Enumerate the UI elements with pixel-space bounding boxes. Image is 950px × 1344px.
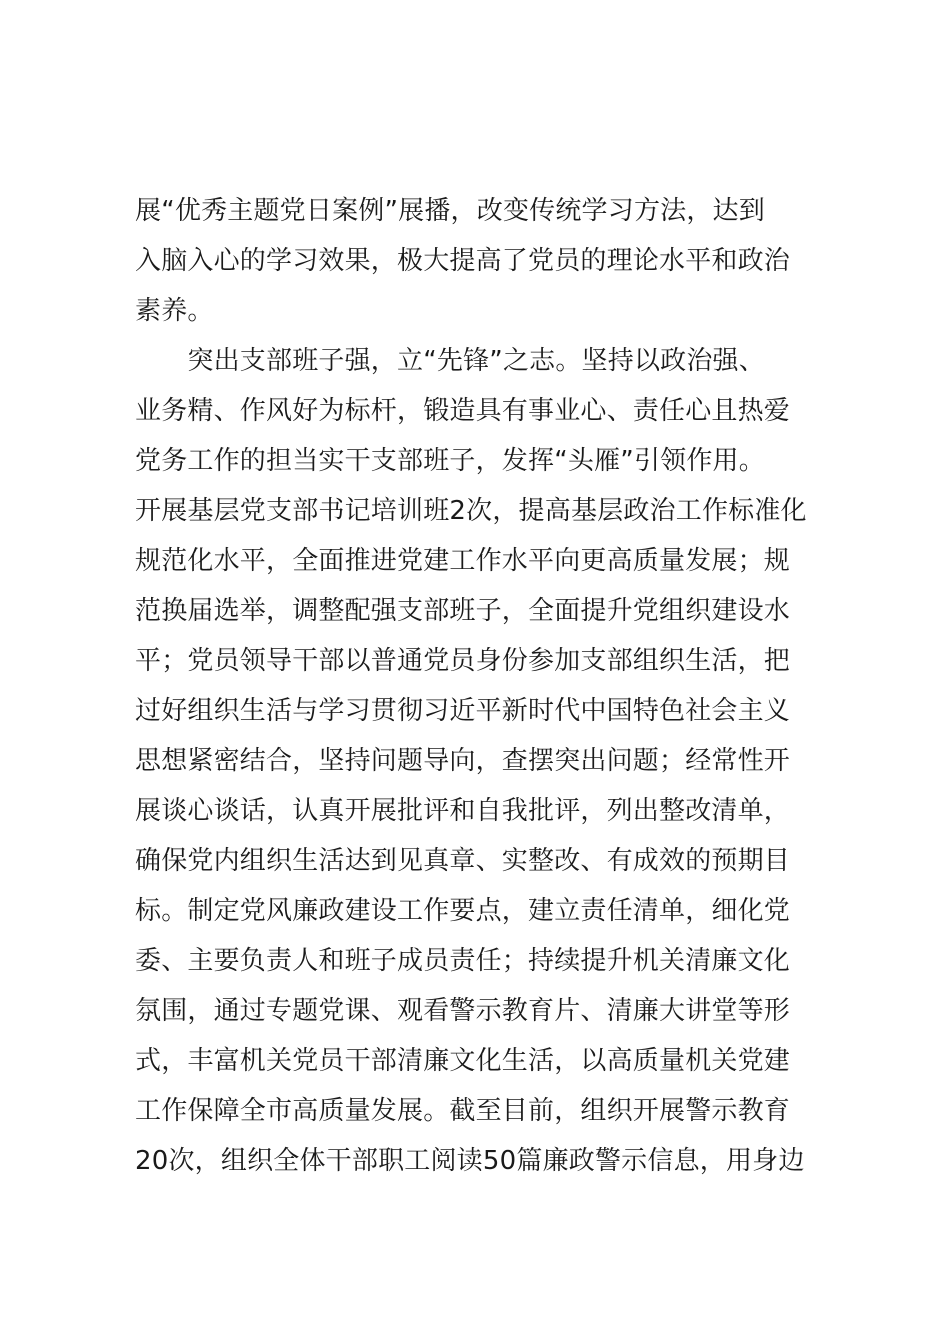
text-line: 思想紧密结合，坚持问题导向，查摆突出问题；经常性开 [135, 746, 791, 776]
text-line: 业务精、作风好为标杆，锻造具有事业心、责任心且热爱 [135, 396, 791, 426]
text-line: 确保党内组织生活达到见真章、实整改、有成效的预期目 [135, 846, 791, 876]
text-line: 过好组织生活与学习贯彻习近平新时代中国特色社会主义 [135, 696, 791, 726]
text-line: 素养。 [135, 296, 214, 326]
text-line: 规范化水平，全面推进党建工作水平向更高质量发展；规 [135, 546, 791, 576]
paragraph-1 [135, 186, 855, 336]
text-line: 开展基层党支部书记培训班2次，提高基层政治工作标准化 [135, 496, 807, 526]
text-line: 展“优秀主题党日案例”展播，改变传统学习方法，达到 [135, 196, 765, 226]
paragraph-2 [135, 336, 855, 1186]
text-line: 展谈心谈话，认真开展批评和自我批评，列出整改清单， [135, 796, 791, 826]
text-line: 突出支部班子强，立“先锋”之志。坚持以政治强、 [135, 346, 765, 376]
text-line: 标。制定党风廉政建设工作要点，建立责任清单，细化党 [135, 896, 791, 926]
text-line: 范换届选举，调整配强支部班子，全面提升党组织建设水 [135, 596, 791, 626]
text-line: 20次，组织全体干部职工阅读50篇廉政警示信息，用身边 [135, 1146, 805, 1176]
text-line: 工作保障全市高质量发展。截至目前，组织开展警示教育 [135, 1096, 791, 1126]
text-line: 委、主要负责人和班子成员责任；持续提升机关清廉文化 [135, 946, 791, 976]
text-line: 式，丰富机关党员干部清廉文化生活，以高质量机关党建 [135, 1046, 791, 1076]
text-line: 入脑入心的学习效果，极大提高了党员的理论水平和政治 [135, 246, 791, 276]
text-line: 党务工作的担当实干支部班子，发挥“头雁”引领作用。 [135, 446, 765, 476]
text-line: 氛围，通过专题党课、观看警示教育片、清廉大讲堂等形 [135, 996, 791, 1026]
text-line: 平；党员领导干部以普通党员身份参加支部组织生活，把 [135, 646, 791, 676]
